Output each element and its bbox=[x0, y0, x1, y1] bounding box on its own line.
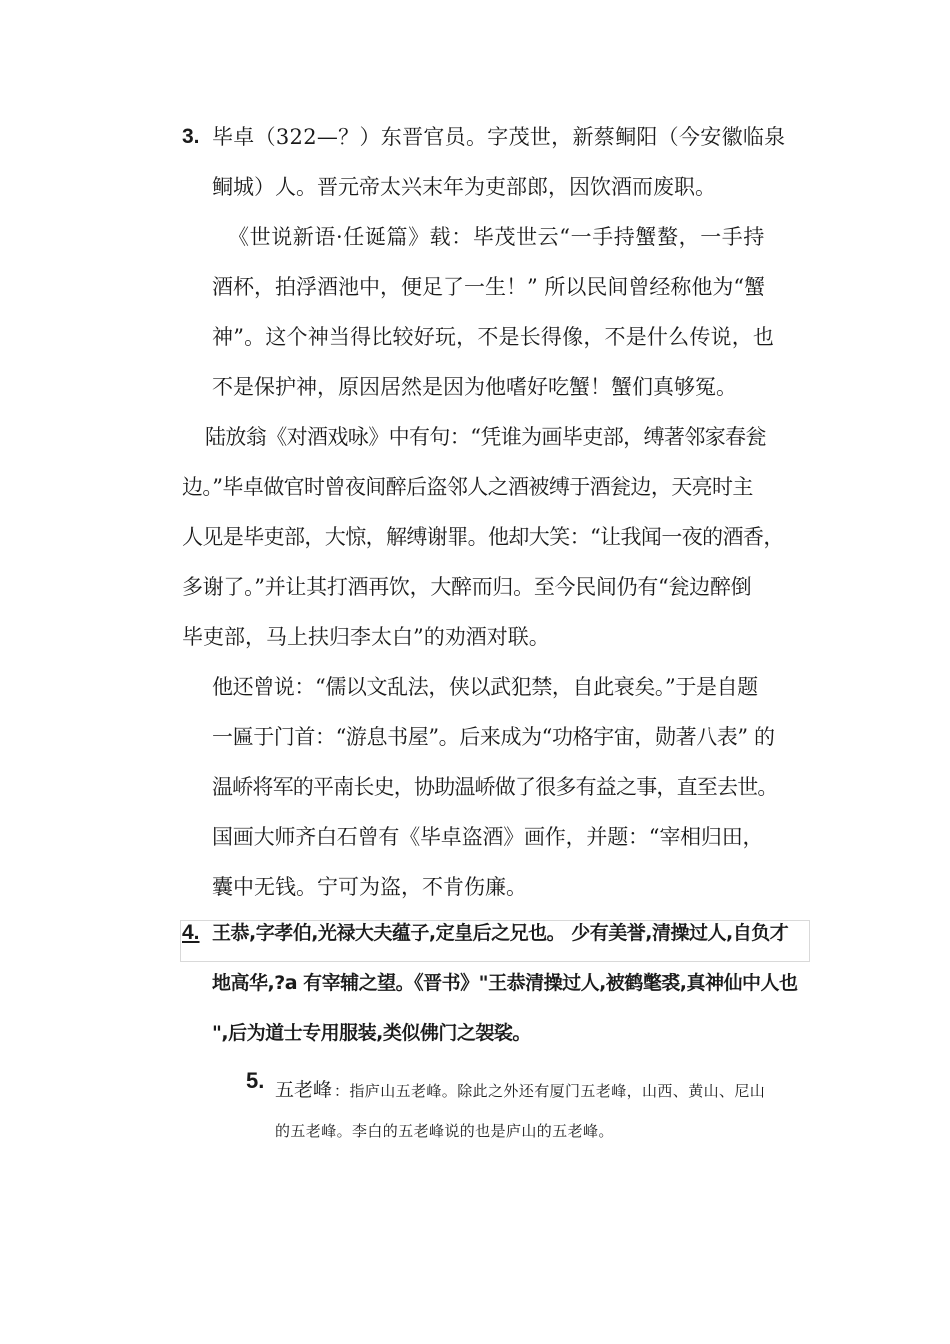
item3-line-4: 酒杯，拍浮酒池中，便足了一生！” 所以民间曾经称他为“蟹 bbox=[212, 275, 766, 299]
item4-line-2: 地高华,?a 有宰辅之望。《晋书》"王恭清操过人,被鹤氅裘,真神仙中人也 bbox=[212, 972, 798, 994]
item5-line-1: ：指庐山五老峰。除此之外还有厦门五老峰，山西、黄山、尼山 bbox=[334, 1082, 766, 1100]
item-number-4: 4. bbox=[182, 921, 200, 944]
item3-line-16: 囊中无钱。宁可为盗，不肯伤廉。 bbox=[212, 875, 527, 899]
item3-line-1: 毕卓（322—？）东晋官员。字茂世，新蔡鲖阳（今安徽临泉 bbox=[212, 125, 786, 149]
item3-line-10: 多谢了。”并让其打酒再饮，大醉而归。至今民间仍有“瓮边醉倒 bbox=[182, 575, 752, 599]
item3-line-14: 温峤将军的平南长史，协助温峤做了很多有益之事，直至去世。 bbox=[212, 775, 778, 799]
item3-line-15: 国画大师齐白石曾有《毕卓盗酒》画作，并题：“宰相归田， bbox=[212, 825, 764, 849]
item5-term: 五老峰 bbox=[275, 1079, 333, 1101]
item3-line-6: 不是保护神，原因居然是因为他嗜好吃蟹！蟹们真够冤。 bbox=[212, 375, 737, 399]
item3-line-2: 鲖城）人。晋元帝太兴末年为吏部郎，因饮酒而废职。 bbox=[212, 175, 716, 199]
item5-line-2: 的五老峰。李白的五老峰说的也是庐山的五老峰。 bbox=[275, 1122, 614, 1140]
item3-line-11: 毕吏部，马上扶归李太白”的劝酒对联。 bbox=[182, 625, 550, 649]
item3-line-13: 一匾于门首：“游息书屋”。后来成为“功格宇宙，勋著八表” 的 bbox=[212, 725, 775, 749]
item3-line-3: 《世说新语·任诞篇》载：毕茂世云“一手持蟹螯，一手持 bbox=[228, 225, 766, 249]
item3-line-9: 人见是毕吏部，大惊，解缚谢罪。他却大笑：“让我闻一夜的酒香， bbox=[182, 525, 784, 549]
item3-line-12: 他还曾说：“儒以文乱法，侠以武犯禁，自此衰矣。”于是自题 bbox=[212, 675, 758, 699]
item-number-3: 3. bbox=[182, 125, 200, 148]
item4-line-1: 王恭,字孝伯,光禄大夫蕴子,定皇后之兄也。 少有美誉,清操过人,自负才 bbox=[212, 922, 789, 944]
item3-line-5: 神”。这个神当得比较好玩，不是长得像，不是什么传说，也 bbox=[212, 325, 775, 349]
item4-line-3: ",后为道士专用服装,类似佛门之袈裟。 bbox=[212, 1022, 531, 1044]
item3-line-8: 边。”毕卓做官时曾夜间醉后盗邻人之酒被缚于酒瓮边，天亮时主 bbox=[182, 475, 753, 499]
item3-line-7: 陆放翁《对酒戏咏》中有句：“凭谁为画毕吏部，缚著邻家春瓮 bbox=[205, 425, 766, 449]
item-number-5: 5. bbox=[246, 1068, 265, 1093]
